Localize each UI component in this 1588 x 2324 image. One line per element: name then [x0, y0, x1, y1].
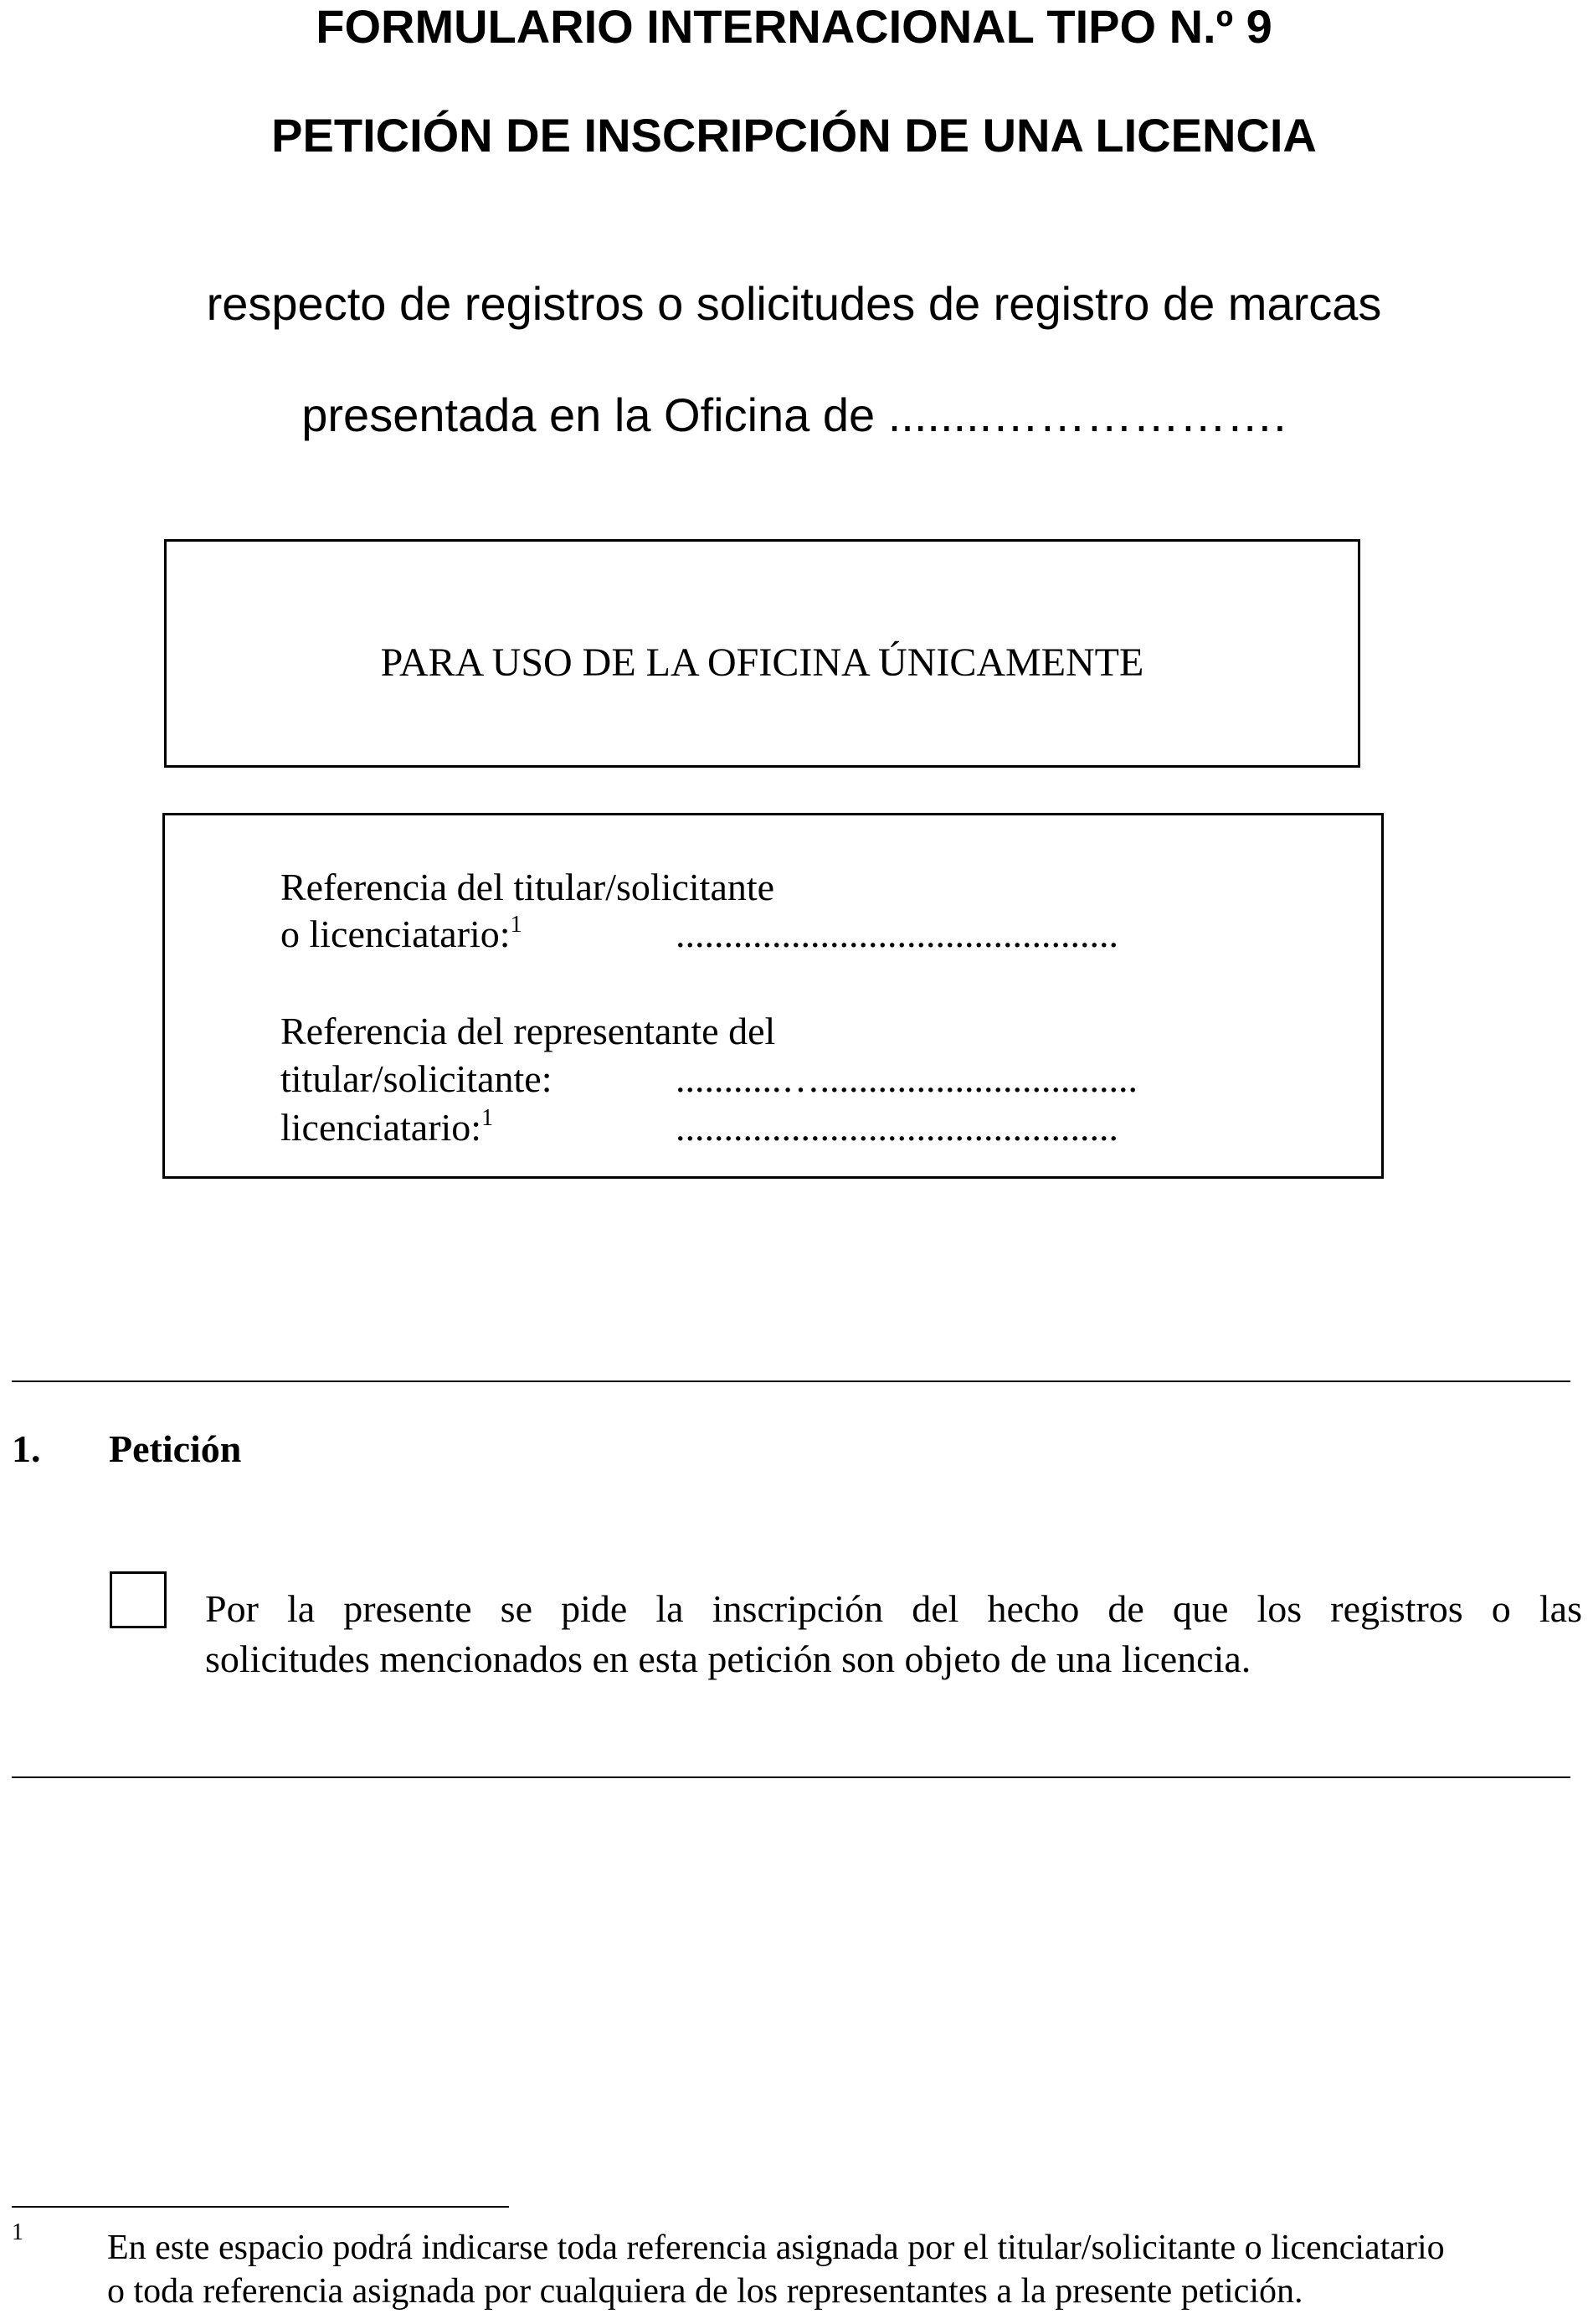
- references-box: [162, 813, 1384, 1179]
- footnote-line-1: En este espacio podrá indicarse toda referencia asignada por el titular/solicitante o licenciatario: [107, 2229, 1445, 2267]
- office-use-label: PARA USO DE LA OFICINA ÚNICAMENTE: [380, 640, 1144, 685]
- footnote-text: [107, 2226, 1582, 2313]
- footnote-line-2: o toda referencia asignada por cualquiera de los representantes a la presente petición.: [107, 2272, 1303, 2311]
- rep-ref-label-1: Referencia del representante del: [280, 1010, 776, 1052]
- request-text-line-1: Por la presente se pide la inscripción del hecho de que los registros o las: [205, 1587, 1582, 1630]
- holder-ref-label-2: [280, 911, 522, 964]
- rep-ref-licensee-field[interactable]: ..............................................: [676, 1106, 1118, 1149]
- rep-ref-holder-label: titular/solicitante:: [280, 1057, 552, 1100]
- section-1-number: 1.: [12, 1427, 41, 1470]
- scope-line-2: presentada en la Oficina de ........……………….: [301, 388, 1287, 441]
- rep-ref-holder-field[interactable]: ...........….................................: [676, 1057, 1138, 1100]
- footnote-separator: [12, 2206, 509, 2208]
- office-use-box: [164, 539, 1360, 768]
- rep-ref-footnote-mark: 1: [481, 1105, 494, 1131]
- holder-ref-footnote-mark: 1: [510, 912, 522, 938]
- section-1-title: Petición: [109, 1427, 242, 1470]
- footnote-mark: 1: [12, 2219, 23, 2245]
- holder-ref-label-text: o licenciatario:: [280, 913, 511, 955]
- section-divider-bottom: [12, 1776, 1570, 1778]
- rep-ref-licensee-text: licenciatario:: [280, 1106, 482, 1149]
- request-text-line-2: solicitudes mencionados en esta petición son objeto de una licencia.: [205, 1638, 1251, 1680]
- section-divider-top: [12, 1381, 1570, 1382]
- holder-ref-label-1: Referencia del titular/solicitante: [280, 866, 775, 908]
- rep-ref-licensee-label: [280, 1104, 493, 1157]
- scope-line-1: respecto de registros o solicitudes de registro de marcas: [206, 277, 1382, 330]
- request-text: [205, 1584, 1582, 1684]
- holder-ref-field[interactable]: ..............................................: [676, 913, 1118, 955]
- form-title: FORMULARIO INTERNACIONAL TIPO N.º 9: [316, 0, 1272, 53]
- form-subtitle: PETICIÓN DE INSCRIPCIÓN DE UNA LICENCIA: [271, 109, 1317, 162]
- request-checkbox[interactable]: [110, 1571, 167, 1628]
